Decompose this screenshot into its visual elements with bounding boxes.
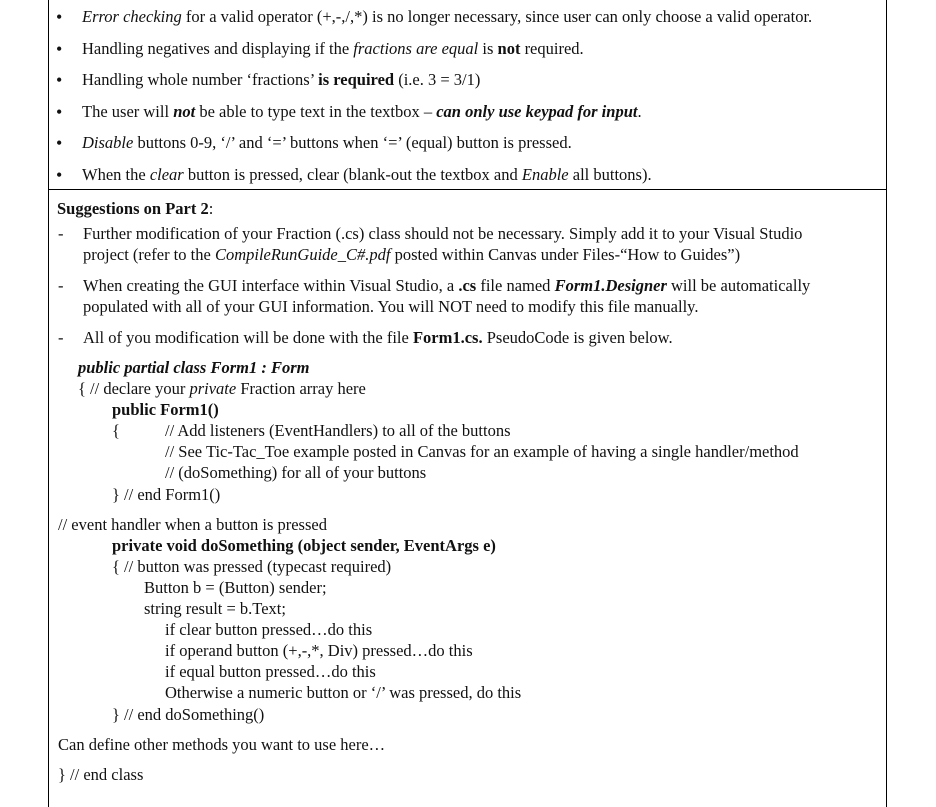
text-run: will be automatically (666, 276, 811, 295)
bullet-text (82, 70, 480, 90)
text-run: is (478, 39, 498, 58)
code-line (112, 557, 391, 577)
code-line (112, 536, 496, 556)
bullet-text (82, 39, 584, 59)
code-line (78, 358, 309, 378)
text-run: project (refer to the (83, 245, 215, 264)
text-run: The user will (82, 102, 174, 121)
text-run: clear (149, 165, 184, 184)
text-run: } // end Form1() (112, 485, 221, 504)
text-run: . (637, 102, 642, 121)
text-run: private (189, 379, 237, 398)
text-run: CompileRunGuide_C#.pdf (214, 245, 391, 264)
text-run: if operand button (+,-,*, Div) pressed…do this (165, 641, 473, 660)
text-run: string result = b.Text; (144, 599, 286, 618)
text-run: Handling whole number ‘fractions’ (82, 70, 319, 89)
text-run: posted within Canvas under Files-“How to Guides”) (390, 245, 741, 264)
code-line (165, 421, 511, 441)
code-line (165, 641, 473, 661)
code-line (144, 578, 327, 598)
suggestion-line (83, 276, 810, 296)
bullet-dot: • (56, 70, 63, 90)
bullet-text (82, 102, 642, 122)
text-run: Enable (521, 165, 569, 184)
code-line (144, 599, 286, 619)
bullet-dot: • (56, 39, 63, 59)
code-line (112, 705, 264, 725)
text-run: private void doSomething (object sender, EventArgs e) (112, 536, 496, 555)
text-run: be able to type text in the textbox – (195, 102, 437, 121)
text-run: file named (476, 276, 555, 295)
text-run: buttons 0-9, ‘/’ and ‘=’ buttons when ‘=’ (equal) button is pressed. (133, 133, 572, 152)
text-run: Fraction array here (236, 379, 366, 398)
text-run: fractions are equal (353, 39, 479, 58)
code-line (112, 485, 220, 505)
text-run: required. (520, 39, 584, 58)
text-run: public Form1() (112, 400, 219, 419)
text-run: all buttons). (568, 165, 652, 184)
code-line (165, 620, 372, 640)
text-run: When the (82, 165, 150, 184)
text-run: .cs (458, 276, 477, 295)
code-line (58, 765, 143, 785)
text-run: populated with all of your GUI information. You will NOT need to modify this file manually. (83, 297, 699, 316)
bullet-dot: • (56, 165, 63, 185)
text-run: // event handler when a button is pressed (58, 515, 327, 534)
bullet-text (82, 133, 572, 153)
bullet-text (82, 165, 652, 185)
text-run: public partial class Form1 : Form (78, 358, 310, 377)
code-line (165, 683, 521, 703)
text-run: Error checking (82, 7, 182, 26)
suggestion-line (83, 297, 698, 317)
text-run: Button b = (Button) sender; (144, 578, 327, 597)
text-run: } // end doSomething() (112, 705, 265, 724)
text-run: not (173, 102, 196, 121)
text-run: Form1.Designer (554, 276, 667, 295)
text-run: Handling negatives and displaying if the (82, 39, 354, 58)
text-run: // Add listeners (EventHandlers) to all of the buttons (165, 421, 511, 440)
text-run: { (112, 421, 120, 440)
text-run: Further modification of your Fraction (.cs) class should not be necessary. Simply add it to your Visual Studio (83, 224, 803, 243)
text-run: for a valid operator (+,-,/,*) is no longer necessary, since user can only choose a valid operator. (181, 7, 813, 26)
text-run: Disable (82, 133, 134, 152)
suggestion-line (83, 245, 740, 265)
bullet-dot: • (56, 7, 63, 27)
text-run: not (497, 39, 521, 58)
suggestions-heading (57, 199, 213, 219)
suggestions-heading-colon: : (208, 199, 214, 218)
text-run: PseudoCode is given below. (482, 328, 673, 347)
suggestion-dash: - (58, 328, 64, 347)
code-line (165, 463, 426, 483)
code-line (165, 442, 799, 462)
text-run: button is pressed, clear (blank-out the textbox and (183, 165, 522, 184)
suggestion-line (83, 224, 802, 244)
text-run: { // button was pressed (typecast required) (112, 557, 392, 576)
code-line (112, 421, 120, 441)
suggestion-dash: - (58, 276, 64, 295)
suggestion-dash: - (58, 224, 64, 243)
code-line (78, 379, 366, 399)
text-run: Otherwise a numeric button or ‘/’ was pressed, do this (165, 683, 522, 702)
code-line (165, 662, 376, 682)
text-run: } // end class (58, 765, 144, 784)
text-run: can only use keypad for input (436, 102, 638, 121)
code-line (58, 515, 327, 535)
section-divider (48, 189, 886, 190)
text-run: // (doSomething) for all of your buttons (165, 463, 427, 482)
text-run: (i.e. 3 = 3/1) (394, 70, 481, 89)
bullet-text (82, 7, 812, 27)
suggestion-line (83, 328, 673, 348)
text-run: When creating the GUI interface within Visual Studio, a (83, 276, 459, 295)
text-run: Form1.cs. (412, 328, 483, 347)
suggestions-heading-label: Suggestions on Part 2 (57, 199, 209, 218)
text-run: All of you modification will be done with the file (83, 328, 413, 347)
text-run: // See Tic-Tac_Toe example posted in Canvas for an example of having a single handler/method (165, 442, 799, 461)
code-line (58, 735, 385, 755)
bullet-dot: • (56, 102, 63, 122)
bullet-dot: • (56, 133, 63, 153)
text-run: { // declare your (78, 379, 190, 398)
text-run: Can define other methods you want to use here… (58, 735, 386, 754)
text-run: if clear button pressed…do this (165, 620, 373, 639)
text-run: is required (318, 70, 395, 89)
code-line (112, 400, 219, 420)
text-run: if equal button pressed…do this (165, 662, 376, 681)
